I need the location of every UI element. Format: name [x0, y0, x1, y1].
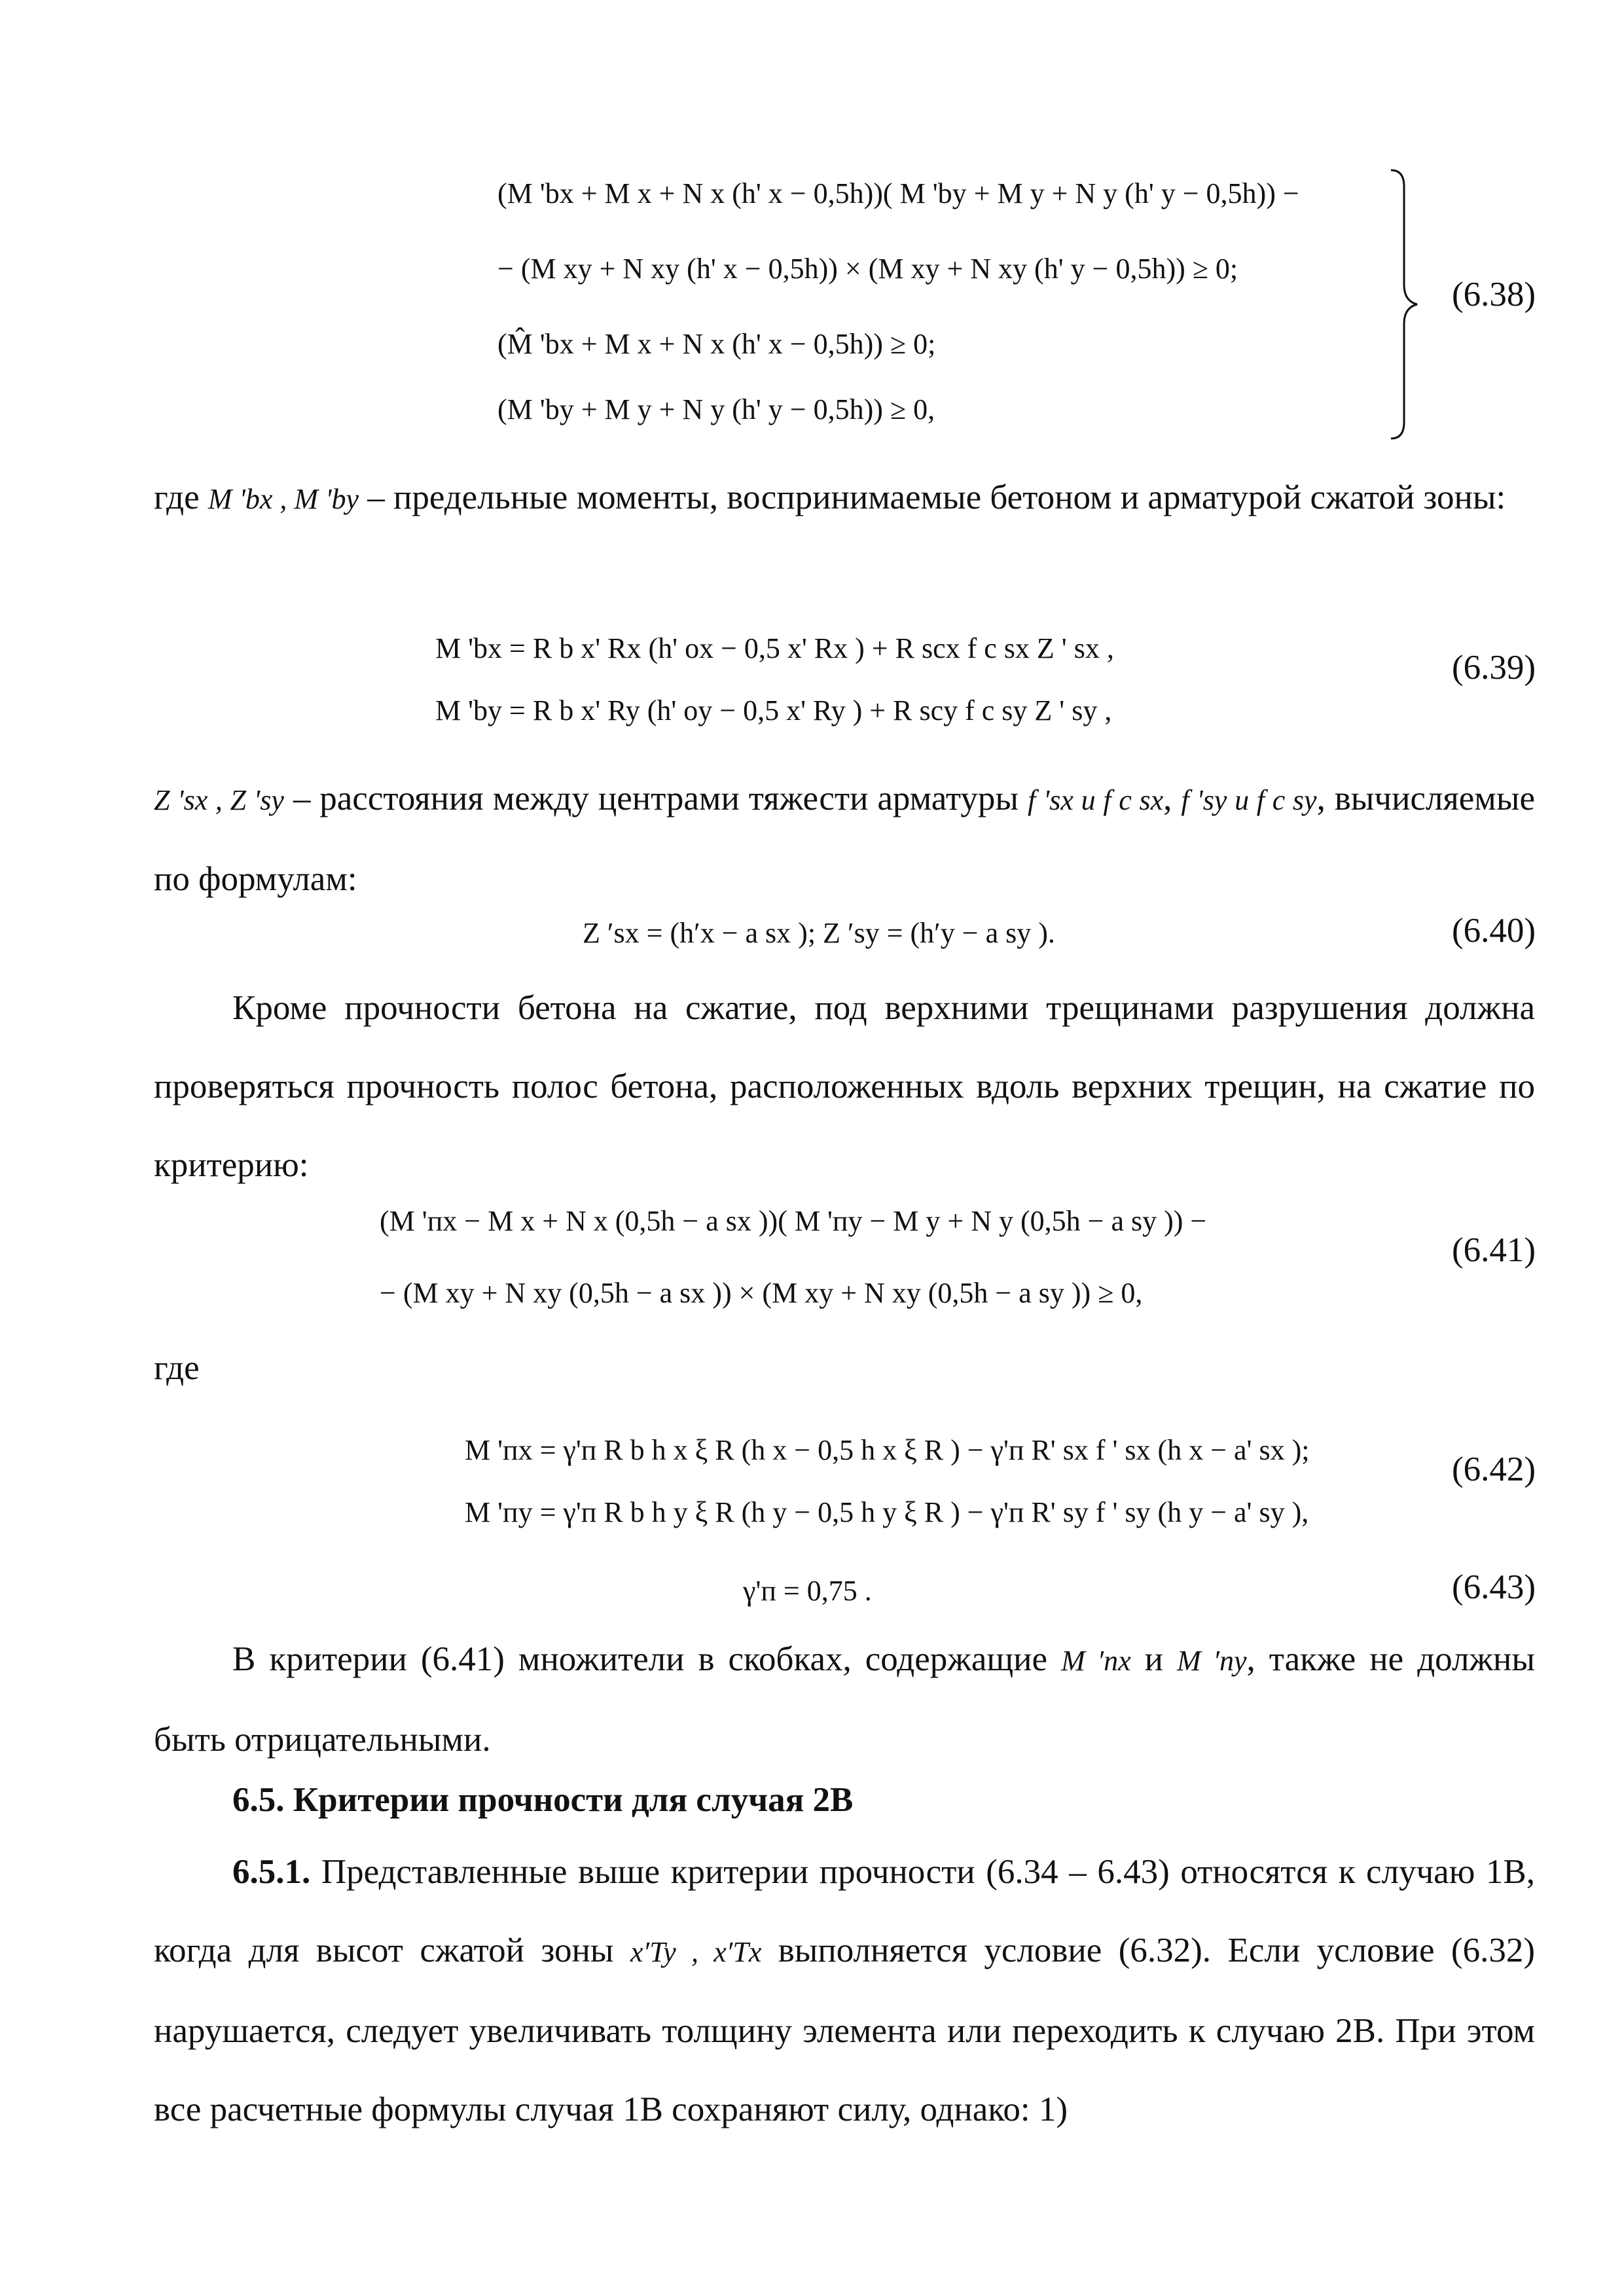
- formula-6-39-line-1: M 'bx = R b x' Rx (h' ox − 0,5 x' Rx ) + R scx f c sx Z ' sx ,: [435, 632, 1114, 664]
- formula-6-39-line-2: M 'by = R b x' Ry (h' oy − 0,5 x' Ry ) + R scy f c sy Z ' sy ,: [435, 694, 1112, 726]
- inline-math-mpx: M ′пх: [1061, 1645, 1131, 1677]
- paragraph-where: где: [154, 1349, 200, 1387]
- inline-math-moments: M 'bx , M 'by: [208, 483, 359, 515]
- formula-6-38-line-3: (M̂ 'bx + M x + N x (h' x − 0,5h)) ≥ 0;: [497, 328, 936, 360]
- equation-number-6-41: (6.41): [1451, 1231, 1536, 1269]
- paragraph-distances-definition: Z 'sx , Z 'sy – расстояния между центрами тяжести арматуры f 'sx и f c sx, f 'sy и f c sy, вычисляемые по формулам:: [154, 780, 1535, 898]
- paragraph-concrete-strips: Кроме прочности бетона на сжатие, под верхними трещинами разрушения должна проверяться прочность полос бетона, расположенных вдоль верхних трещин, на сжатие по критерию:: [154, 989, 1535, 1184]
- formula-6-41-line-2: − (M xy + N xy (0,5h − a sx )) × (M xy + N xy (0,5h − a sy )) ≥ 0,: [380, 1277, 1143, 1309]
- formula-6-38-line-1: (M 'bx + M x + N x (h' x − 0,5h))( M 'by + M y + N y (h' y − 0,5h)) −: [497, 177, 1299, 209]
- inline-math-x-t: x′Ty , x′Tx: [630, 1936, 762, 1968]
- equation-number-6-42: (6.42): [1451, 1450, 1536, 1488]
- formula-6-42-line-1: M 'пх = γ'п R b h x ξ R (h x − 0,5 h x ξ R ) − γ'п R' sx f ' sx (h x − a' sx );: [465, 1434, 1310, 1466]
- formula-6-41-line-1: (M 'пх − M x + N x (0,5h − a sx ))( M 'пу − M y + N y (0,5h − a sy )) −: [380, 1205, 1207, 1237]
- inline-math-mpy: M ′пу: [1176, 1645, 1247, 1677]
- section-heading-6-5: 6.5. Критерии прочности для случая 2В: [232, 1781, 854, 1819]
- equation-number-6-43: (6.43): [1451, 1568, 1536, 1606]
- paragraph-6-5-1: 6.5.1. Представленные выше критерии прочности (6.34 – 6.43) относятся к случаю 1В, когда для высот сжатой зоны x′Ty , x′Tx выполняется условие (6.32). Если условие (6.32) нарушается, следует увеличивать толщину элемента или переходить к случаю 2В. При этом все расчетные формулы случая 1В сохраняют силу, однако: 1): [154, 1853, 1535, 2128]
- formula-6-43: γ'п = 0,75 .: [743, 1575, 872, 1607]
- equation-number-6-38: (6.38): [1451, 276, 1536, 314]
- formula-6-40: Z ′sx = (h′x − a sx ); Z ′sy = (h′y − a sy ).: [583, 917, 1055, 949]
- equation-number-6-40: (6.40): [1451, 912, 1536, 950]
- inline-math-fsy: f 'sy и f c sy: [1181, 784, 1317, 816]
- formula-6-42-line-2: M 'пу = γ'п R b h y ξ R (h y − 0,5 h y ξ R ) − γ'п R' sy f ' sy (h y − a' sy ),: [465, 1496, 1309, 1528]
- paragraph-moments-definition: где M 'bx , M 'by – предельные моменты, воспринимаемые бетоном и арматурой сжатой зоны:: [154, 478, 1506, 516]
- brace-6-38: [1388, 167, 1427, 442]
- equation-number-6-39: (6.39): [1451, 649, 1536, 687]
- formula-6-38-line-4: (M 'by + M y + N y (h' y − 0,5h)) ≥ 0,: [497, 393, 935, 425]
- inline-math-z: Z 'sx , Z 'sy: [154, 784, 284, 816]
- formula-6-38-line-2: − (M xy + N xy (h' x − 0,5h)) × (M xy + N xy (h' y − 0,5h)) ≥ 0;: [497, 253, 1238, 285]
- clause-number-6-5-1: 6.5.1.: [232, 1853, 311, 1891]
- inline-math-fsx: f 'sx и f c sx: [1027, 784, 1164, 816]
- paragraph-criterion-note: В критерии (6.41) множители в скобках, содержащие M ′пх и M ′пу, также не должны быть отрицательными.: [154, 1640, 1535, 1759]
